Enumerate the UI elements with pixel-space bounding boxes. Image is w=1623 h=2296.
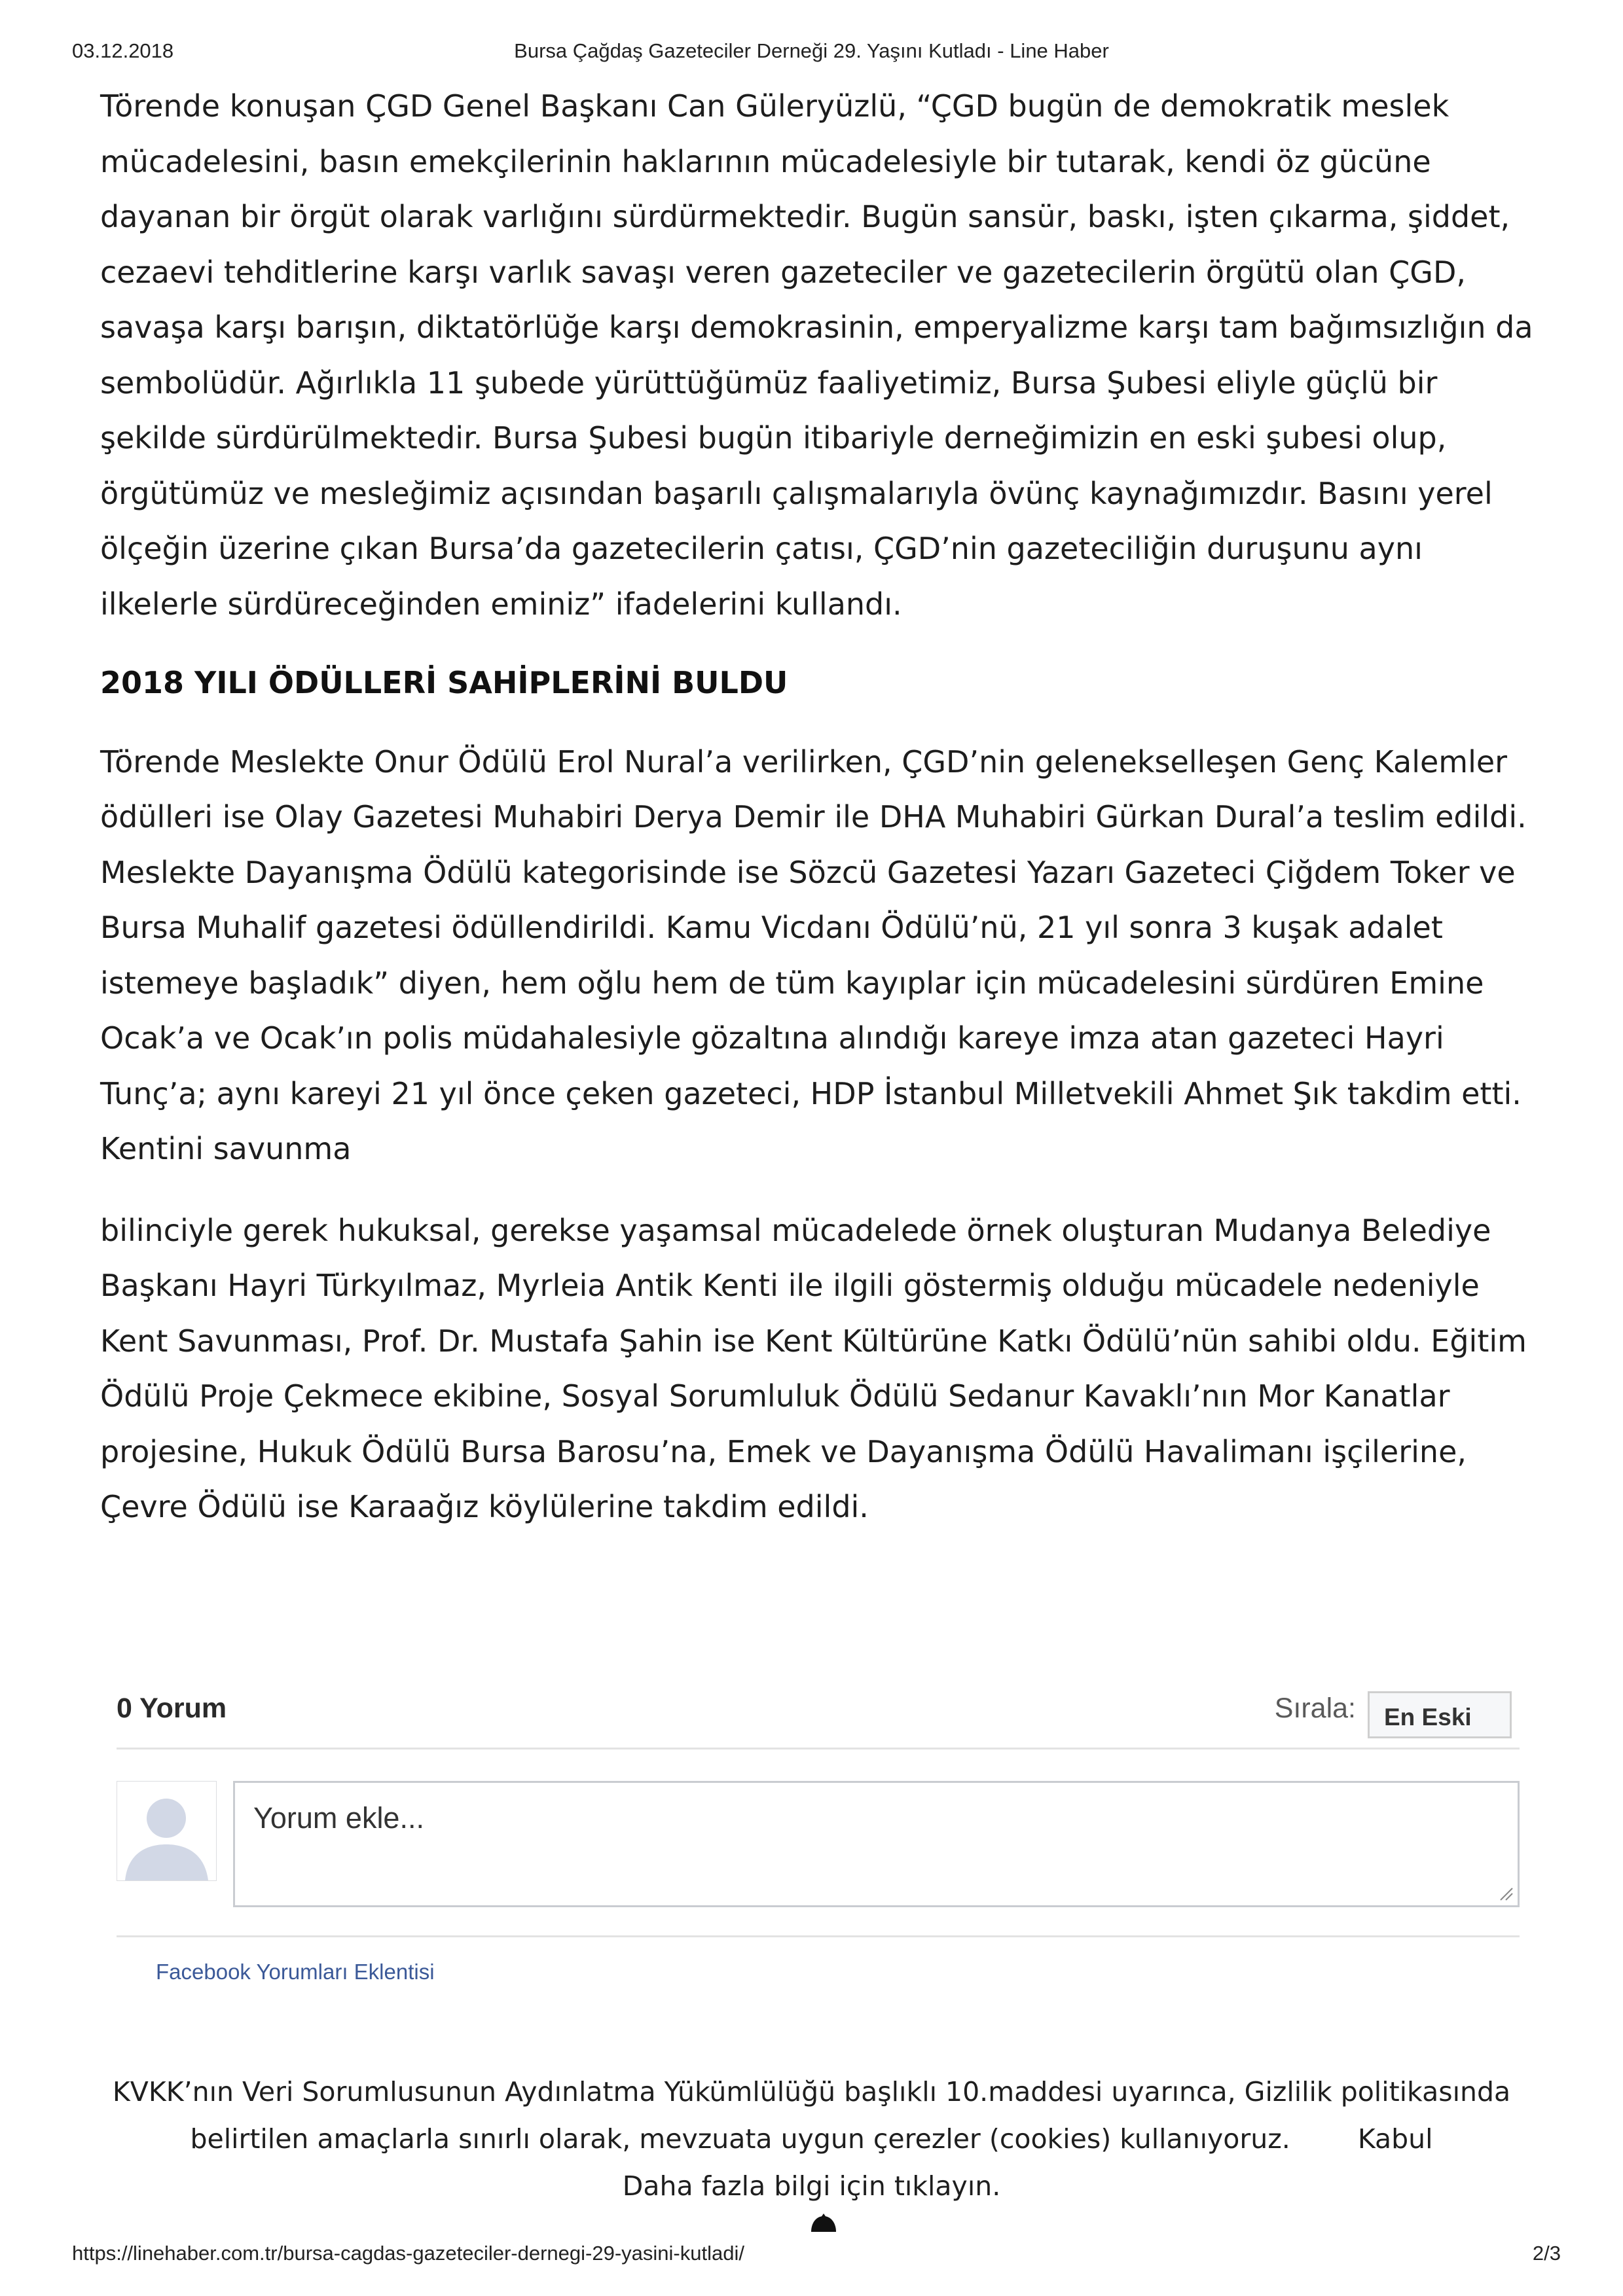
print-page-title: Bursa Çağdaş Gazeteciler Derneği 29. Yaşını Kutladı - Line Haber — [514, 39, 1109, 62]
scroll-to-top-icon[interactable] — [809, 2212, 839, 2232]
cookie-notice — [0, 2068, 1623, 2210]
article-body — [100, 79, 1534, 1535]
article-paragraph: Törende Meslekte Onur Ödülü Erol Nural’a verilirken, ÇGD’nin gelenekselleşen Genç Kalemler ödülleri ise Olay Gazetesi Muhabiri Derya Demir ile DHA Muhabiri Gürkan Dural’a teslim edildi. Meslekte Dayanışma Ödülü kategorisinde ise Sözcü Gazetesi Yazarı Gazeteci Çiğdem Toker ve Bursa Muhalif gazetesi ödüllendirildi. Kamu Vicdanı Ödülü’nü, 21 yıl sonra 3 kuşak adalet istemeye başladık” diyen, hem oğlu hem de tüm kayıplar için mücadelesini sürdüren Emine Ocak’a ve Ocak’ın polis müdahalesiyle gözaltına alındığı kareye imza atan gazeteci Hayri Tunç’a; aynı kareyi 21 yıl önce çeken gazeteci, HDP İstanbul Milletvekili Ahmet Şık takdim etti. Kentini savunma — [100, 744, 1527, 1166]
facebook-comments-plugin-link[interactable]: Facebook Yorumları Eklentisi — [156, 1960, 435, 1984]
comment-count: 0 Yorum — [117, 1693, 227, 1724]
section-heading: 2018 YILI ÖDÜLLERİ SAHİPLERİNİ BULDU — [100, 665, 788, 700]
print-date: 03.12.2018 — [72, 39, 174, 62]
facebook-comments-plugin — [117, 1676, 1520, 1990]
cookie-notice-text: belirtilen amaçlarla sınırlı olarak, mevzuata uygun çerezler (cookies) kullanıyoruz. — [190, 2123, 1290, 2155]
print-page-number: 2/3 — [1532, 2242, 1561, 2265]
resize-grip-icon[interactable] — [1498, 1886, 1514, 1901]
cookie-notice-text: KVKK’nın Veri Sorumlusunun Aydınlatma Yükümlülüğü başlıklı 10.maddesi uyarınca, Gizlilik politikasında — [112, 2076, 1511, 2108]
sort-label: Sırala: — [1274, 1693, 1356, 1724]
comment-input-placeholder: Yorum ekle... — [253, 1801, 424, 1835]
print-header — [0, 39, 1623, 65]
comment-compose — [117, 1781, 1520, 1912]
comments-header — [117, 1676, 1520, 1749]
sort-select[interactable]: En Eski — [1368, 1691, 1512, 1738]
article-paragraph: bilinciyle gerek hukuksal, gerekse yaşamsal mücadelede örnek oluşturan Mudanya Belediye Başkanı Hayri Türkyılmaz, Myrleia Antik Kenti ile ilgili göstermiş olduğu mücadele nedeniyle Kent Savunması, Prof. Dr. Mustafa Şahin ise Kent Kültürüne Katkı Ödülü’nün sahibi oldu. Eğitim Ödülü Proje Çekmece ekibine, Sosyal Sorumluluk Ödülü Sedanur Kavaklı’nın Mor Kanatlar projesine, Hukuk Ödülü Bursa Barosu’na, Emek ve Dayanışma Ödülü Havalimanı işçilerine, Çevre Ödülü ise Karaağız köylülerine takdim edildi. — [100, 1212, 1527, 1524]
print-footer — [0, 2242, 1623, 2268]
comment-input[interactable] — [233, 1781, 1520, 1907]
cookie-more-info-link[interactable]: Daha fazla bilgi için tıklayın. — [622, 2170, 1001, 2202]
cookie-accept-button[interactable]: Kabul — [1357, 2123, 1433, 2155]
comments-footer — [117, 1935, 1520, 1990]
print-url: https://linehaber.com.tr/bursa-cagdas-gazeteciler-dernegi-29-yasini-kutladi/ — [72, 2242, 744, 2265]
article-paragraph: Törende konuşan ÇGD Genel Başkanı Can Güleryüzlü, “ÇGD bugün de demokratik meslek mücadelesini, basın emekçilerinin haklarının mücadelesiyle bir tutarak, kendi öz gücüne dayanan bir örgüt olarak varlığını sürdürmektedir. Bugün sansür, baskı, işten çıkarma, şiddet, cezaevi tehditlerine karşı varlık savaşı veren gazeteciler ve gazetecilerin örgütü olan ÇGD, savaşa karşı barışın, diktatörlüğe karşı demokrasinin, emperyalizme karşı tam bağımsızlığın da sembolüdür. Ağırlıkla 11 şubede yürüttüğümüz faaliyetimiz, Bursa Şubesi eliyle güçlü bir şekilde sürdürülmektedir. Bursa Şubesi bugün itibariyle derneğimizin en eski şubesi olup, örgütümüz ve mesleğimiz açısından başarılı çalışmalarıyla övünç kaynağımızdır. Basını yerel ölçeğin üzerine çıkan Bursa’da gazetecilerin çatısı, ÇGD’nin gazeteciliğin duruşunu aynı ilkelerle sürdüreceğinden eminiz” ifadelerini kullandı. — [100, 88, 1533, 622]
default-avatar-icon — [117, 1781, 217, 1881]
